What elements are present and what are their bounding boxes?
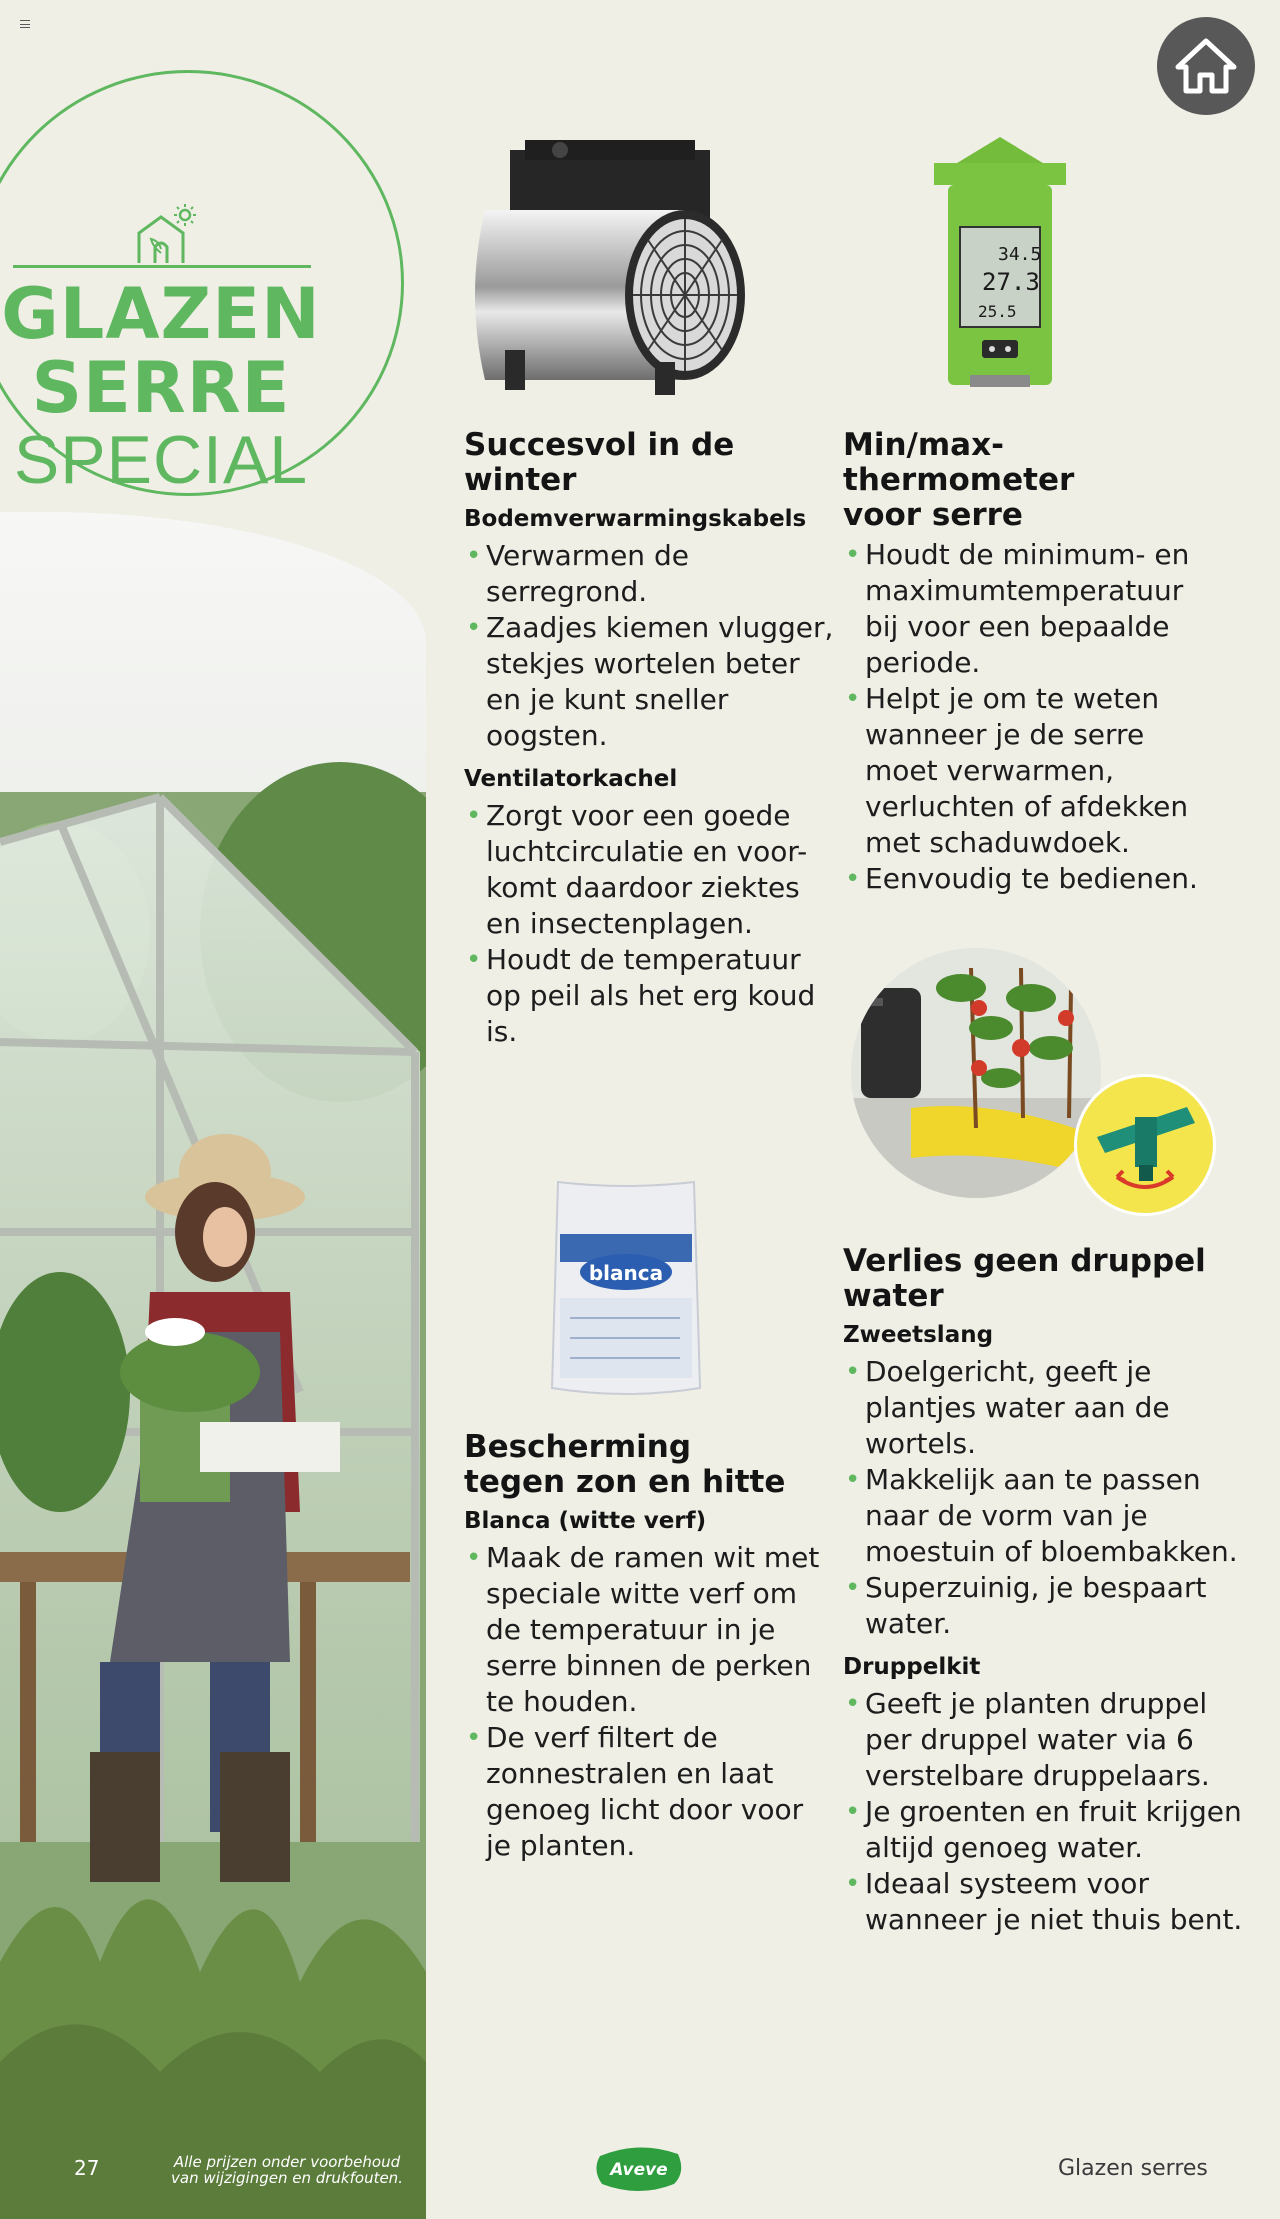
home-button[interactable] (1157, 17, 1255, 115)
fan-heater-image (465, 140, 775, 395)
list-item: • Makkelijk aan te passen naar de vorm van je moestuin of bloembakken. (843, 1462, 1243, 1570)
bag-label: blanca (588, 1261, 664, 1285)
protection-title-line2: tegen zon en hitte (464, 1464, 786, 1500)
badge-title-line2: SERRE (31, 347, 291, 429)
price-disclaimer (162, 2154, 412, 2186)
list-item: • Verwarmen de serregrond. (464, 538, 834, 610)
section-water (843, 1244, 1243, 1938)
home-icon (1174, 37, 1238, 95)
greenhouse-sun-icon (133, 203, 199, 271)
greenhouse-photo (0, 512, 426, 2219)
list-item: • Zorgt voor een goede luchtcirculatie en voor-komt daardoor ziektes en insectenplagen. (464, 798, 834, 942)
water-subheading-dripkit: Druppelkit (843, 1654, 981, 1680)
logo-text: Aveve (610, 2160, 668, 2180)
menu-icon[interactable] (20, 20, 30, 28)
list-item: • Geeft je planten druppel per druppel water via 6 verstelbare druppelaars. (843, 1686, 1243, 1794)
badge-divider (13, 265, 311, 268)
list-item: • Doelgericht, geeft je plantjes water aan de wortels. (843, 1354, 1243, 1462)
section-protection (464, 1430, 834, 1864)
footer-section-name: Glazen serres (1058, 2156, 1208, 2181)
list-item: • Zaadjes kiemen vlugger, stekjes wortelen beter en je kunt sneller oogsten. (464, 610, 834, 754)
badge-title-line3: SPECIAL (13, 422, 309, 498)
list-item: • Ideaal systeem voor wanneer je niet thuis bent. (843, 1866, 1243, 1938)
thermo-display-2: 27.3 (982, 268, 1040, 296)
page-number: 27 (74, 2156, 100, 2180)
water-title-line2: water (843, 1278, 944, 1314)
water-subheading-hose: Zweetslang (843, 1322, 994, 1348)
thermo-display-1: 34.5 (998, 244, 1042, 265)
thermometer-title-line1: Min/max- (843, 427, 1004, 463)
protection-subheading: Blanca (witte verf) (464, 1508, 707, 1534)
list-item: • Helpt je om te weten wanneer je de serre moet verwarmen, verluchten of afdekken met schaduwdoek. (843, 681, 1223, 861)
section-winter (464, 428, 834, 1050)
thermometer-image (930, 135, 1070, 397)
list-item: • Je groenten en fruit krijgen altijd genoeg water. (843, 1794, 1243, 1866)
thermometer-title-line3: voor serre (843, 497, 1023, 533)
thermo-display-3: 25.5 (978, 302, 1017, 321)
badge-title-line1: GLAZEN (1, 273, 321, 355)
list-item: • Eenvoudig te bedienen. (843, 861, 1223, 897)
list-item: • De verf filtert de zonnestralen en laat genoeg licht door voor je planten. (464, 1720, 834, 1864)
aveve-logo[interactable] (594, 2142, 684, 2194)
list-item: • Houdt de minimum- en maximumtemperatuur bij voor een bepaalde periode. (843, 537, 1223, 681)
list-item: • Houdt de temperatuur op peil als het erg koud is. (464, 942, 834, 1050)
water-title-line1: Verlies geen druppel (843, 1243, 1206, 1279)
winter-subheading-heater: Ventilatorkachel (464, 766, 678, 792)
winter-subheading-cables: Bodemverwarmingskabels (464, 506, 807, 532)
winter-title-line1: Succesvol in de (464, 427, 735, 463)
thermometer-title-line2: thermometer (843, 462, 1075, 498)
title-badge (0, 70, 404, 496)
dripper-detail-image (1074, 1074, 1216, 1216)
list-item: • Maak de ramen wit met speciale witte verf om de temperatuur in je serre binnen de perken te houden. (464, 1540, 834, 1720)
disclaimer-line1: Alle prijzen onder voorbehoud (173, 2153, 401, 2171)
blanca-paint-bag-image (550, 1178, 702, 1398)
list-item: • Superzuinig, je bespaart water. (843, 1570, 1243, 1642)
section-thermometer (843, 428, 1223, 897)
disclaimer-line2: van wijzigingen en drukfouten. (171, 2169, 403, 2187)
drip-hose-image (851, 948, 1101, 1198)
winter-title-line2: winter (464, 462, 577, 498)
protection-title-line1: Bescherming (464, 1429, 692, 1465)
